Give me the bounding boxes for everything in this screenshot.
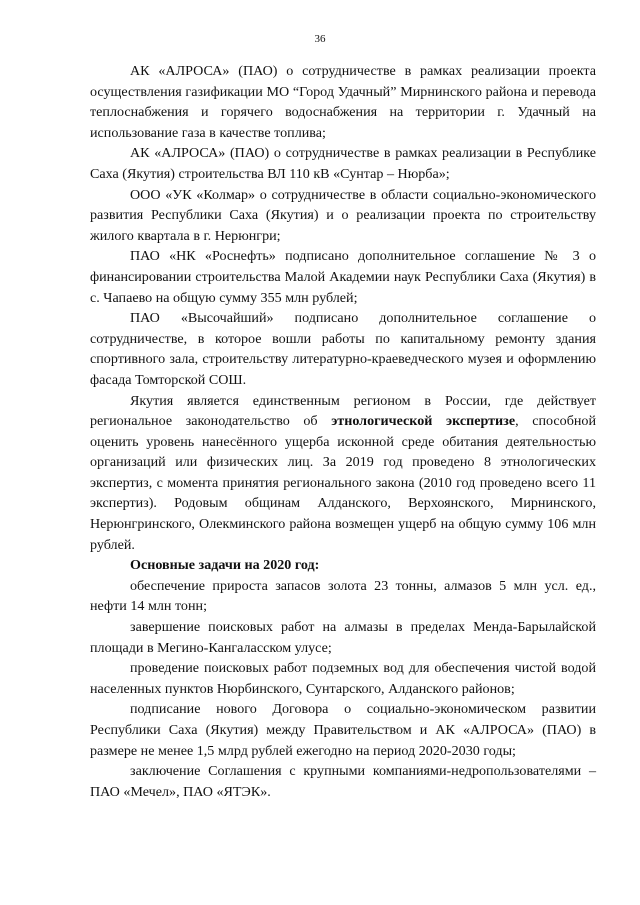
paragraph-rosneft: ПАО «НК «Роснефть» подписано дополнительное соглашение № 3 о финансировании строительства Малой Академии наук Республики Саха (Якутия) в с. Чапаево на общую сумму 355 млн рублей; bbox=[90, 248, 596, 306]
task-alrosa-agreement: подписание нового Договора о социально-экономическом развитии Республики Саха (Якутия) между Правительством и АК «АЛРОСА» (ПАО) в размере не менее 1,5 млрд рублей ежегодно на период 2020-2030 годы; bbox=[90, 701, 596, 759]
page-number: 36 bbox=[314, 33, 326, 45]
paragraph-kolmar: ООО «УК «Колмар» о сотрудничестве в области социально-экономического развития Республики Саха (Якутия) и о реализации проекта по строительству жилого квартала в г. Нерюнгри; bbox=[90, 186, 596, 244]
ethnological-expertise-term: этнологической экспертизе bbox=[331, 413, 516, 430]
task-groundwater-exploration: проведение поисковых работ подземных вод для обеспечения чистой водой населенных пунктов Нюрбинского, Сунтарского, Алданского районов; bbox=[90, 660, 596, 697]
paragraph-alrosa-power-line: АК «АЛРОСА» (ПАО) о сотрудничестве в рамках реализации в Республике Саха (Якутия) строительства ВЛ 110 кВ «Сунтар – Нюрба»; bbox=[90, 145, 596, 182]
task-diamond-exploration: завершение поисковых работ на алмазы в пределах Менда-Барылайской площади в Мегино-Кангаласском улусе; bbox=[90, 619, 596, 656]
body-text bbox=[90, 61, 596, 802]
paragraph-ethnological-expertise: Якутия является единственным регионом в России, где действует региональное законодательство об этнологической экспертизе, способной оценить уровень нанесённого ущерба исконной среде обитания деятельностью организаций или физических лиц. За 2019 год проведено 8 этнологических экспертиз, с момента принятия регионального закона (2010 год проведено всего 11 экспертиз). Родовым общинам Алданского, Верхоянского, Мирнинского, Нерюнгринского, Олекминского района возмещен ущерб на общую сумму 106 млн рублей. bbox=[90, 392, 597, 553]
section-heading-tasks-2020: Основные задачи на 2020 год: bbox=[130, 557, 320, 574]
paragraph-vysochaishiy: ПАО «Высочайший» подписано дополнительное соглашение о сотрудничестве, в которое вошли работы по капитальному ремонту здания спортивного зала, строительству литературно-краеведческого музея и оформлению фасада Томторской СОШ. bbox=[90, 310, 596, 388]
task-subsoil-users-agreement: заключение Соглашения с крупными компаниями-недропользователями – ПАО «Мечел», ПАО «ЯТЭК». bbox=[90, 763, 596, 800]
task-reserves-growth: обеспечение прироста запасов золота 23 тонны, алмазов 5 млн усл. ед., нефти 14 млн тонн; bbox=[90, 577, 596, 615]
paragraph-alrosa-gasification: АК «АЛРОСА» (ПАО) о сотрудничестве в рамках реализации проекта осуществления газификации МО “Город Удачный” Мирнинского района и перевода теплоснабжения и горячего водоснабжения на территории г. Удачный на использование газа в качестве топлива; bbox=[90, 63, 596, 141]
